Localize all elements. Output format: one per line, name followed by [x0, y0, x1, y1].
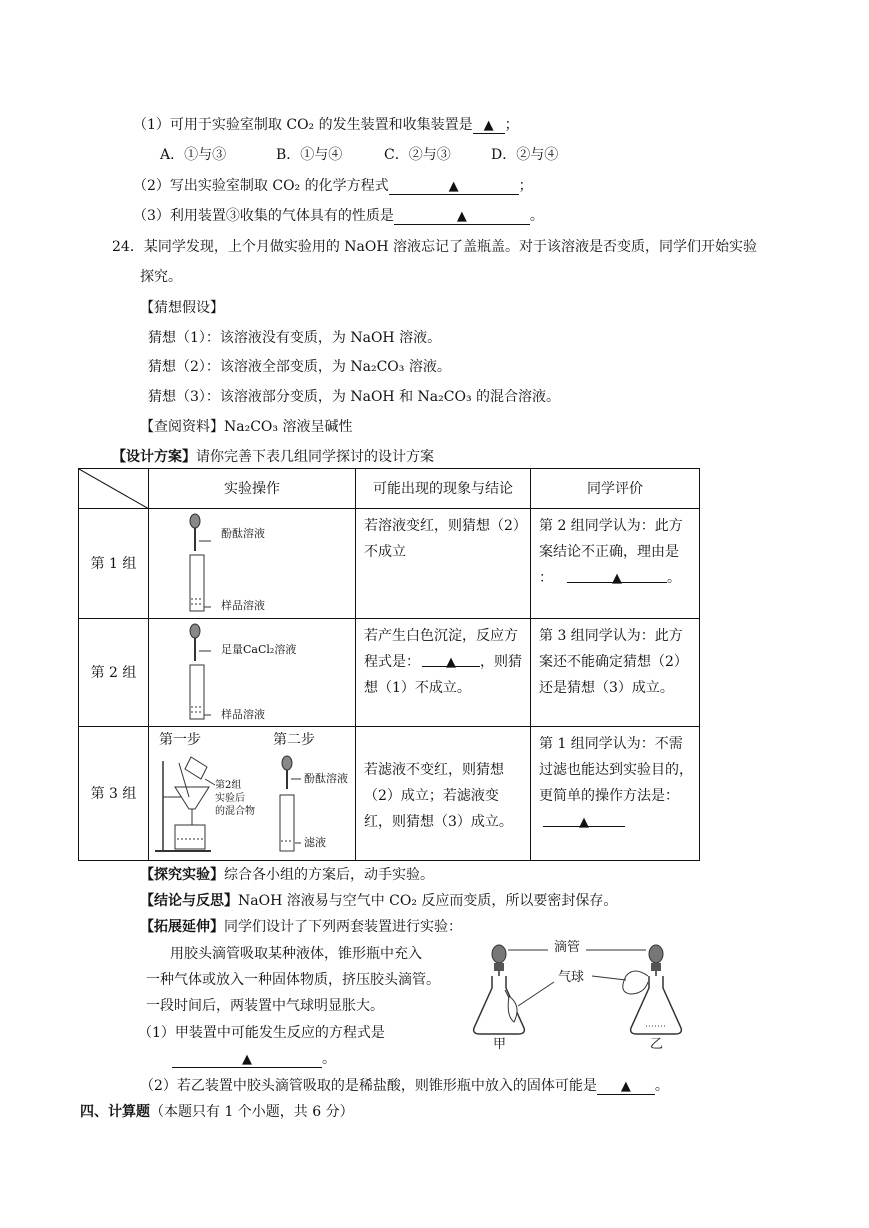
header-evaluation: 同学评价 [531, 469, 700, 509]
extension-para-2: 一种气体或放入一种固体物质，挤压胶头滴管。 [146, 972, 440, 988]
answer-blank[interactable]: ▲ [394, 207, 530, 225]
dropper-caption: 滴管 [554, 940, 581, 955]
header-phenomenon: 可能出现的现象与结论 [356, 469, 531, 509]
header-operation: 实验操作 [149, 469, 356, 509]
group1-evaluation: 第 2 组同学认为：此方案结论不正确，理由是 ： ▲ 。 [531, 509, 700, 619]
answer-blank[interactable]: ▲ [597, 1077, 655, 1095]
group3-evaluation: 第 1 组同学认为：不需过滤也能达到实验目的，更简单的操作方法是：▲ [531, 727, 700, 861]
section4-heading: 四、计算题（本题只有 1 个小题，共 6 分） [80, 1104, 354, 1120]
flask-figure [468, 936, 698, 1056]
step2-label: 第二步 [273, 732, 315, 748]
q23-part1-option-d[interactable]: D．②与④ [491, 147, 559, 163]
design-table [78, 468, 700, 861]
extension-q1-answer: ▲ 。 [172, 1050, 336, 1068]
q24-intro-line1: 24．某同学发现，上个月做实验用的 NaOH 溶液忘记了盖瓶盖。对于该溶液是否变质，同学们开始实验 [112, 239, 757, 255]
mixture-label-3: 的混合物 [215, 806, 255, 817]
answer-blank[interactable]: ▲ [172, 1050, 322, 1068]
flask-jia-label: 甲 [493, 1037, 507, 1052]
group2-label: 第 2 组 [79, 619, 149, 727]
group2-phenomenon: 若产生白色沉淀，反应方程式是： ▲ ，则猜想（1）不成立。 [356, 619, 531, 727]
dropper-label: 足量CaCl₂溶液 [221, 643, 297, 656]
explore-line: 【探究实验】综合各小组的方案后，动手实验。 [140, 867, 434, 883]
sample-label: 样品溶液 [221, 708, 265, 721]
extension-line: 【拓展延伸】同学们设计了下列两套装置进行实验： [140, 919, 462, 935]
extension-q1: （1）甲装置中可能发生反应的方程式是 [138, 1025, 385, 1041]
hypothesis-2: 猜想（2）：该溶液全部变质，为 Na₂CO₃ 溶液。 [148, 359, 451, 375]
answer-blank[interactable]: ▲ [389, 177, 519, 195]
hypothesis-1: 猜想（1）：该溶液没有变质，为 NaOH 溶液。 [148, 330, 442, 346]
q23-part1-option-a[interactable]: A．①与③ [160, 147, 227, 163]
extension-para-1: 用胶头滴管吸取某种液体，锥形瓶中充入 [170, 946, 422, 962]
reference-info: 【查阅资料】Na₂CO₃ 溶液呈碱性 [140, 419, 353, 435]
dropper-label: 酚酞溶液 [304, 772, 348, 785]
design-heading: 【设计方案】请你完善下表几组同学探讨的设计方案 [112, 449, 434, 465]
sample-label: 样品溶液 [221, 599, 265, 612]
group1-apparatus [149, 509, 356, 619]
conclusion-line: 【结论与反思】NaOH 溶液易与空气中 CO₂ 反应而变质，所以要密封保存。 [140, 893, 618, 909]
group2-evaluation: 第 3 组同学认为：此方案还不能确定猜想（2）还是猜想（3）成立。 [531, 619, 700, 727]
hypothesis-3: 猜想（3）：该溶液部分变质，为 NaOH 和 Na₂CO₃ 的混合溶液。 [148, 389, 561, 405]
q23-part1-option-c[interactable]: C．②与③ [384, 147, 451, 163]
group3-apparatus [149, 727, 356, 861]
answer-blank[interactable]: ▲ [473, 116, 505, 134]
group3-label: 第 3 组 [79, 727, 149, 861]
q23-part1-option-b[interactable]: B．①与④ [276, 147, 343, 163]
answer-blank[interactable]: ▲ [567, 565, 667, 583]
q24-intro-line2: 探究。 [140, 269, 182, 285]
answer-blank[interactable]: ▲ [422, 649, 480, 667]
table-row-group1 [79, 509, 700, 619]
hypothesis-heading: 【猜想假设】 [140, 300, 224, 316]
mixture-label-1: 第2组 [215, 780, 242, 791]
group2-apparatus [149, 619, 356, 727]
table-row-group3 [79, 727, 700, 861]
table-header-row [79, 469, 700, 509]
mixture-label-2: 实验后 [215, 793, 245, 804]
q23-part1: （1）可用于实验室制取 CO₂ 的发生装置和收集装置是 ▲ ； [133, 117, 519, 133]
extension-q2: （2）若乙装置中胶头滴管吸取的是稀盐酸，则锥形瓶中放入的固体可能是 ▲ 。 [140, 1078, 669, 1094]
group1-phenomenon: 若溶液变红，则猜想（2）不成立 [356, 509, 531, 619]
q23-part2: （2）写出实验室制取 CO₂ 的化学方程式 ▲ ； [133, 178, 533, 194]
step1-label: 第一步 [159, 732, 201, 748]
group3-phenomenon: 若滤液不变红，则猜想（2）成立；若滤液变红，则猜想（3）成立。 [356, 727, 531, 861]
table-row-group2 [79, 619, 700, 727]
q23-part3: （3）利用装置③收集的气体具有的性质是 ▲ 。 [133, 208, 544, 224]
balloon-caption: 气球 [558, 970, 585, 985]
extension-para-3: 一段时间后，两装置中气球明显胀大。 [146, 998, 384, 1014]
diagonal-header-cell [79, 469, 149, 509]
answer-blank[interactable]: ▲ [543, 809, 625, 827]
group1-label: 第 1 组 [79, 509, 149, 619]
flask-yi-label: 乙 [650, 1037, 664, 1052]
filtrate-label: 滤液 [304, 836, 326, 849]
dropper-label: 酚酞溶液 [221, 527, 265, 540]
diagonal-line [79, 469, 149, 509]
